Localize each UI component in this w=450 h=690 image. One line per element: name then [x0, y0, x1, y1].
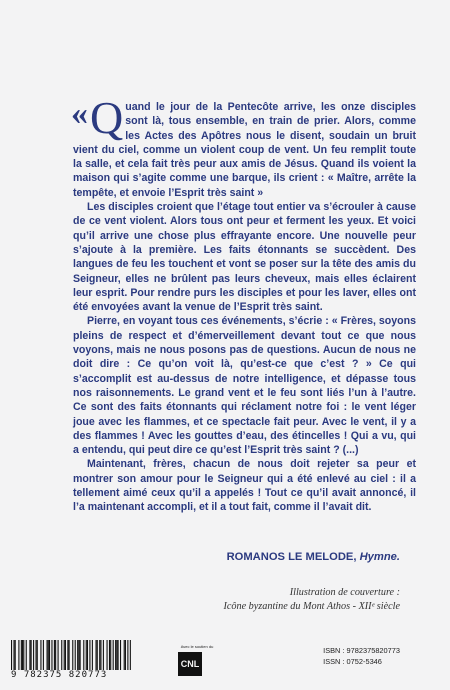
isbn-issn-block — [323, 645, 400, 667]
author-name: ROMANOS LE MELODE, — [226, 551, 357, 563]
attribution — [227, 551, 400, 563]
cnl-caption: Avec le soutien du — [180, 644, 214, 649]
paragraph-3: Pierre, en voyant tous ces événements, s’écrie : « Frères, soyons pleins de respect et d’émerveillement devant tout ce que nous voyons, mais ne nous posons pas de questions. Aucun de nous ne doit dire : Ce qu’on voit là, qu’est-ce que c’est ? » Ce qui s’accomplit est au-dessus de notre intelligence, et dépasse tous nos raisonnements. Le grand vent et le feu sont liés l’un à l’autre. Ce sont des faits étonnants qui réclament notre foi : le vent léger joue avec les flammes, et ce spectacle fait peur. Avec le vent, il y a des flammes ! Avec les gouttes d’eau, des étincelles ! Qui a vu, qui a entendu, qui peut dire ce qu’est l’Esprit très saint ? (...) — [73, 315, 416, 457]
isbn-number: ISBN : 9782375820773 — [323, 646, 400, 655]
credit-line-1: Illustration de couverture : — [289, 587, 400, 598]
cnl-logo-icon: CNL — [178, 652, 202, 676]
drop-cap-letter: Q — [90, 92, 124, 143]
barcode-digits: 9 782375 820773 — [11, 670, 131, 680]
cover-credit — [160, 586, 400, 614]
hymn-text — [71, 92, 416, 515]
paragraph-1 — [71, 92, 416, 200]
issn-number: ISSN : 0752-5346 — [323, 657, 382, 666]
opening-quote-mark: « — [71, 95, 88, 132]
paragraph-4: Maintenant, frères, chacun de nous doit rejeter sa peur et montrer son amour pour le Seigneur qui a été enlevé au ciel : il a tellement aimé ceux qu’il a appelés ! Tout ce qu’il avait annoncé, il l’a maintenant accompli, et il a tout fait, comme il l’avait dit. — [73, 458, 416, 514]
credit-line-2: Icône byzantine du Mont Athos - XIIᵉ siècle — [223, 601, 400, 612]
paragraph-1-text: uand le jour de la Pentecôte arrive, les onze disciples sont là, tous ensemble, en train de prier. Alors, comme les Actes des Apôtres nous le disent, soudain un bruit vient du ciel, comme un violent coup de vent. Un feu remplit toute la salle, et cela fait très peur aux amis de Jésus. Quand ils voient la maison qui s’agite comme une barque, ils crient : « Maître, arrête la tempête, et envoie l’Esprit très saint » — [73, 101, 416, 199]
work-title: Hymne. — [359, 551, 400, 563]
paragraph-2: Les disciples croient que l’étage tout entier va s’écrouler à cause de ce vent violent. Alors tous ont peur et ferment les yeux. Et voici qu’il arrive une chose plus effrayante encore. Une nouvelle peur s’ajoute à la première. Les faits étonnants se succèdent. Des langues de feu les touchent et vont se poser sur la tête des amis du Seigneur, elles ne brûlent pas leurs cheveux, mais elles éclairent leur esprit. Pour rendre purs les disciples et pour les laver, elles ont été envoyées avant la venue de l’Esprit très saint. — [73, 201, 416, 314]
